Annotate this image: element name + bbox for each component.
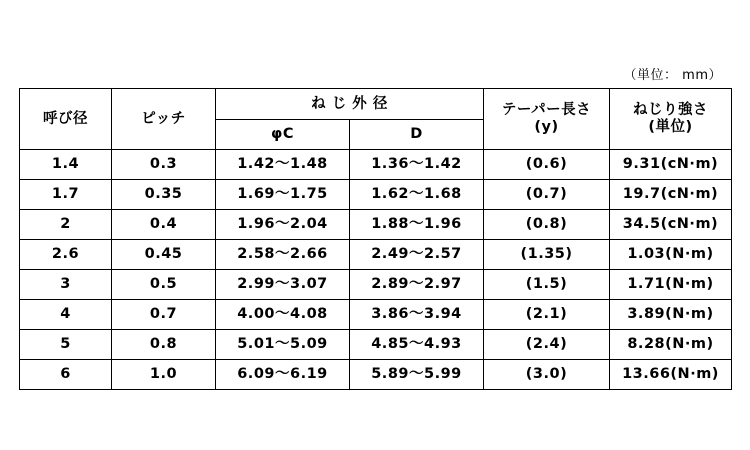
cell-torsion-strength: 19.7(cN·m): [610, 180, 732, 210]
cell-d: 1.88～1.96: [350, 210, 484, 240]
column-header-torsion-strength-line1: ねじり強さ: [633, 102, 708, 119]
column-header-nominal-diameter: 呼び径: [20, 89, 112, 150]
cell-nominal-diameter: 5: [20, 330, 112, 360]
cell-pitch: 0.8: [112, 330, 216, 360]
table-row: [20, 360, 732, 390]
cell-taper-length: (3.0): [484, 360, 610, 390]
cell-d: 4.85～4.93: [350, 330, 484, 360]
cell-taper-length: (0.8): [484, 210, 610, 240]
cell-nominal-diameter: 2.6: [20, 240, 112, 270]
cell-taper-length: (0.6): [484, 150, 610, 180]
cell-phi-c: 2.99～3.07: [216, 270, 350, 300]
cell-nominal-diameter: 6: [20, 360, 112, 390]
column-header-pitch: ピッチ: [112, 89, 216, 150]
cell-pitch: 0.4: [112, 210, 216, 240]
cell-pitch: 1.0: [112, 360, 216, 390]
cell-phi-c: 2.58～2.66: [216, 240, 350, 270]
cell-d: 3.86～3.94: [350, 300, 484, 330]
column-header-torsion-strength: [610, 89, 732, 150]
cell-taper-length: (0.7): [484, 180, 610, 210]
cell-phi-c: 4.00～4.08: [216, 300, 350, 330]
cell-nominal-diameter: 3: [20, 270, 112, 300]
cell-d: 5.89～5.99: [350, 360, 484, 390]
cell-nominal-diameter: 4: [20, 300, 112, 330]
table-row: [20, 180, 732, 210]
cell-nominal-diameter: 2: [20, 210, 112, 240]
cell-phi-c: 6.09～6.19: [216, 360, 350, 390]
cell-torsion-strength: 8.28(N·m): [610, 330, 732, 360]
cell-d: 2.89～2.97: [350, 270, 484, 300]
cell-taper-length: (1.5): [484, 270, 610, 300]
unit-note: （単位： mm）: [623, 68, 722, 83]
screw-specification-table: [19, 88, 732, 390]
cell-d: 1.36～1.42: [350, 150, 484, 180]
cell-pitch: 0.3: [112, 150, 216, 180]
table-body: [20, 150, 732, 390]
cell-pitch: 0.7: [112, 300, 216, 330]
table-row: [20, 210, 732, 240]
cell-torsion-strength: 1.03(N·m): [610, 240, 732, 270]
cell-pitch: 0.35: [112, 180, 216, 210]
cell-torsion-strength: 1.71(N·m): [610, 270, 732, 300]
cell-torsion-strength: 34.5(cN·m): [610, 210, 732, 240]
table-row: [20, 270, 732, 300]
table-header-row-1: [20, 89, 732, 120]
cell-phi-c: 1.96～2.04: [216, 210, 350, 240]
table-header: [20, 89, 732, 150]
table-row: [20, 300, 732, 330]
column-header-phi-c: φC: [216, 120, 350, 150]
column-header-taper-length-line2: (y): [534, 119, 559, 135]
cell-phi-c: 1.42～1.48: [216, 150, 350, 180]
table-row: [20, 240, 732, 270]
cell-torsion-strength: 9.31(cN·m): [610, 150, 732, 180]
cell-d: 2.49～2.57: [350, 240, 484, 270]
cell-nominal-diameter: 1.7: [20, 180, 112, 210]
cell-taper-length: (2.4): [484, 330, 610, 360]
column-header-d: D: [350, 120, 484, 150]
cell-torsion-strength: 13.66(N·m): [610, 360, 732, 390]
cell-phi-c: 1.69～1.75: [216, 180, 350, 210]
cell-torsion-strength: 3.89(N·m): [610, 300, 732, 330]
column-header-taper-length-line1: テーパー長さ: [501, 102, 592, 119]
column-header-torsion-strength-line2: (単位): [648, 119, 693, 135]
cell-taper-length: (2.1): [484, 300, 610, 330]
cell-taper-length: (1.35): [484, 240, 610, 270]
cell-phi-c: 5.01～5.09: [216, 330, 350, 360]
column-header-thread-outer-diameter: ね じ 外 径: [216, 89, 484, 120]
table-row: [20, 150, 732, 180]
column-header-taper-length: [484, 89, 610, 150]
cell-pitch: 0.5: [112, 270, 216, 300]
cell-pitch: 0.45: [112, 240, 216, 270]
cell-d: 1.62～1.68: [350, 180, 484, 210]
table-row: [20, 330, 732, 360]
cell-nominal-diameter: 1.4: [20, 150, 112, 180]
